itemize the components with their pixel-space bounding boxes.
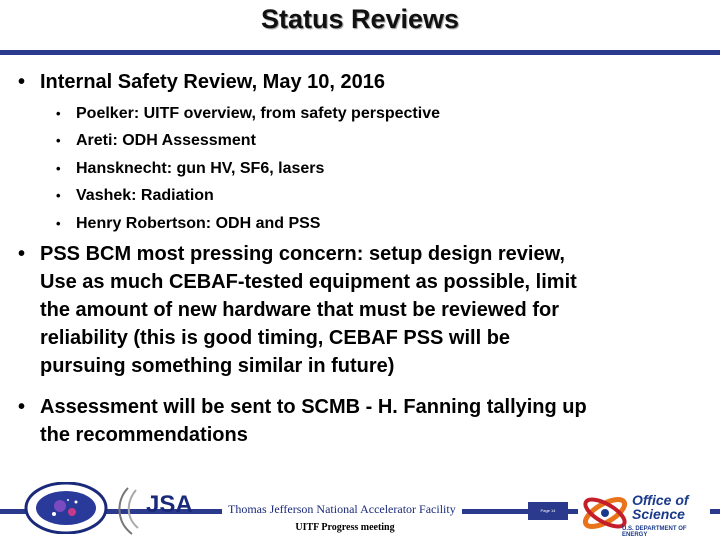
jsa-logo <box>118 484 208 536</box>
bullet-line: Assessment will be sent to SCMB - H. Fanning tallying up <box>40 396 587 418</box>
bullet-marker: • <box>18 243 26 265</box>
bullet-line: reliability (this is good timing, CEBAF PSS will be <box>40 327 511 349</box>
jsa-logo-text: JSA <box>146 491 193 518</box>
bullet-marker: • <box>18 396 26 418</box>
sub-bullet-marker: • <box>56 106 61 121</box>
sub-bullet-text: Hansknecht: gun HV, SF6, lasers <box>76 160 325 177</box>
sub-bullet-marker: • <box>56 188 61 203</box>
slide-title: Status Reviews <box>260 4 460 34</box>
sub-bullet-text: Henry Robertson: ODH and PSS <box>76 215 321 232</box>
sub-bullet-text: Areti: ODH Assessment <box>76 132 256 149</box>
bullet-marker: • <box>18 71 26 93</box>
bullet-line: the amount of new hardware that must be reviewed for <box>40 299 559 321</box>
oos-dept: U.S. DEPARTMENT OF ENERGY <box>622 526 687 538</box>
footer-meeting-name: UITF Progress meeting <box>295 522 395 533</box>
office-of-science-logo <box>578 490 710 538</box>
sub-bullet-text: Poelker: UITF overview, from safety perspective <box>76 105 440 122</box>
sub-bullet-marker: • <box>56 216 61 231</box>
bullet-line: Use as much CEBAF-tested equipment as possible, limit <box>40 271 577 293</box>
page-number: Page 14 <box>528 502 568 520</box>
bullet-text: Internal Safety Review, May 10, 2016 <box>40 71 385 93</box>
oos-line2: Science <box>632 506 685 522</box>
bullet-line: PSS BCM most pressing concern: setup design review, <box>40 243 565 265</box>
footer-lab-name: Thomas Jefferson National Accelerator Facility <box>222 502 462 517</box>
bullet-line: pursuing something similar in future) <box>40 355 395 377</box>
bullet-line: the recommendations <box>40 424 248 446</box>
sub-bullet-text: Vashek: Radiation <box>76 187 214 204</box>
oos-line1: Office of <box>632 492 689 508</box>
sub-bullet-marker: • <box>56 133 61 148</box>
onp-seal-logo <box>24 482 108 534</box>
sub-bullet-marker: • <box>56 161 61 176</box>
title-divider <box>0 50 720 55</box>
